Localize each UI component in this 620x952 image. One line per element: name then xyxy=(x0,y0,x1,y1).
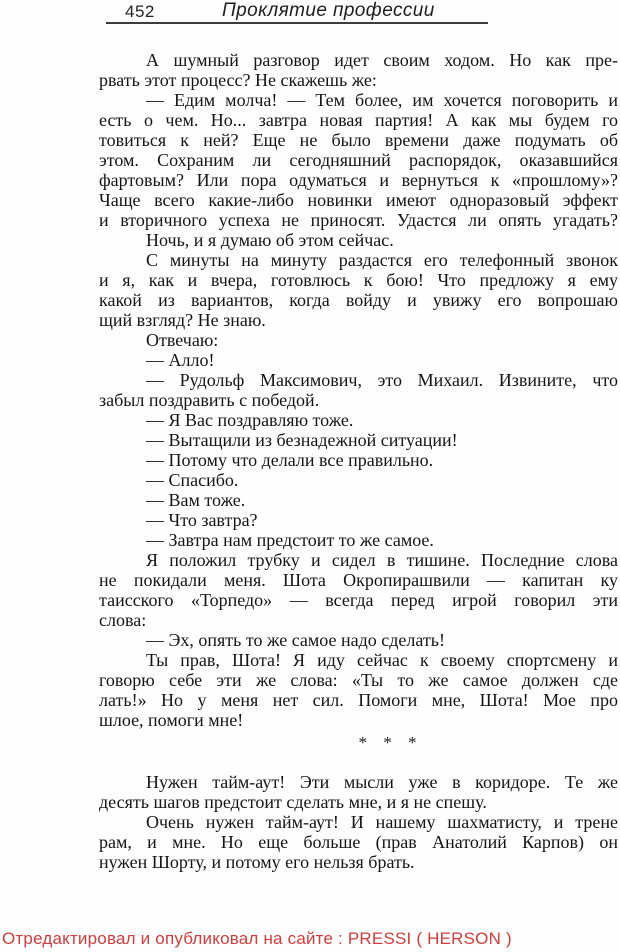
header-rule xyxy=(106,22,488,24)
text-line: лать!» Но у меня нет сил. Помоги мне, Шота! Мое про xyxy=(99,690,618,710)
text-line: и вторичного успеха не приносят. Удастся ли опять угадать? xyxy=(99,210,618,230)
text-line: Нужен тайм-аут! Эти мысли уже в коридоре. Те же xyxy=(146,772,618,792)
text-line: какой из вариантов, когда войду и увижу его вопрошаю xyxy=(99,290,618,310)
text-line: этом. Сохраним ли сегодняшний распорядок, оказавшийся xyxy=(99,150,618,170)
text-line: — Едим молча! — Тем более, им хочется поговорить и xyxy=(146,90,618,110)
text-line: нужен Шорту, и потому его нельзя брать. xyxy=(99,852,415,872)
text-line: — Вытащили из безнадежной ситуации! xyxy=(146,430,458,450)
text-line: — Вам тоже. xyxy=(146,490,246,510)
text-line: — Рудольф Максимович, это Михаил. Извините, что xyxy=(146,370,618,390)
text-line: Я положил трубку и сидел в тишине. Последние слова xyxy=(146,550,618,570)
text-line: таисского «Торпедо» — всегда перед игрой говорил эти xyxy=(99,590,618,610)
watermark-footer: Отредактировал и опубликовал на сайте : PRESSI ( HERSON ) xyxy=(2,929,512,948)
text-line: С минуты на минуту раздастся его телефонный звонок xyxy=(146,250,618,270)
text-line: — Завтра нам предстоит то же самое. xyxy=(146,530,434,550)
text-line: — Эх, опять то же самое надо сделать! xyxy=(146,630,445,650)
text-line: рам, и мне. Но еще больше (прав Анатолий Карпов) он xyxy=(99,832,618,852)
text-line: шлое, помоги мне! xyxy=(99,710,244,730)
text-line: Очень нужен тайм-аут! И нашему шахматисту, и трене xyxy=(146,812,618,832)
text-line: Чаще всего какие-либо новинки имеют одноразовый эффект xyxy=(99,190,618,210)
text-line: Отвечаю: xyxy=(146,330,219,350)
text-line: десять шагов предстоит сделать мне, и я не спешу. xyxy=(99,792,487,812)
text-line: — Потому что делали все правильно. xyxy=(146,450,434,470)
text-line: — Алло! xyxy=(146,350,215,370)
text-line: Ночь, и я думаю об этом сейчас. xyxy=(146,230,394,250)
text-line: товиться к ней? Еще не было времени даже подумать об xyxy=(99,130,618,150)
section-separator: * * * xyxy=(358,733,423,752)
text-line: щий взгляд? Не знаю. xyxy=(99,310,266,330)
text-line: Ты прав, Шота! Я иду сейчас к своему спортсмену и xyxy=(146,650,618,670)
text-line: фартовым? Или пора одуматься и вернуться к «прошлому»? xyxy=(99,170,618,190)
text-line: не покидали меня. Шота Окропирашвили — капитан ку xyxy=(99,570,618,590)
text-line: — Я Вас поздравляю тоже. xyxy=(146,410,354,430)
text-line: есть о чем. Но... завтра новая партия! А как мы будем го xyxy=(99,110,618,130)
text-line: — Что завтра? xyxy=(146,510,258,530)
text-line: и я, как и вчера, готовлюсь к бою! Что предложу я ему xyxy=(99,270,618,290)
text-line: забыл поздравить с победой. xyxy=(99,390,320,410)
text-line: слова: xyxy=(99,610,147,630)
page-number: 452 xyxy=(125,2,155,21)
text-line: рвать этот процесс? Не скажешь же: xyxy=(99,70,377,90)
running-head-title: Проклятие профессии xyxy=(222,0,435,21)
text-line: — Спасибо. xyxy=(146,470,239,490)
body-text xyxy=(99,50,618,872)
text-line: говорю себе эти же слова: «Ты то же самое должен сде xyxy=(99,670,618,690)
text-line: А шумный разговор идет своим ходом. Но как пре- xyxy=(146,50,618,70)
